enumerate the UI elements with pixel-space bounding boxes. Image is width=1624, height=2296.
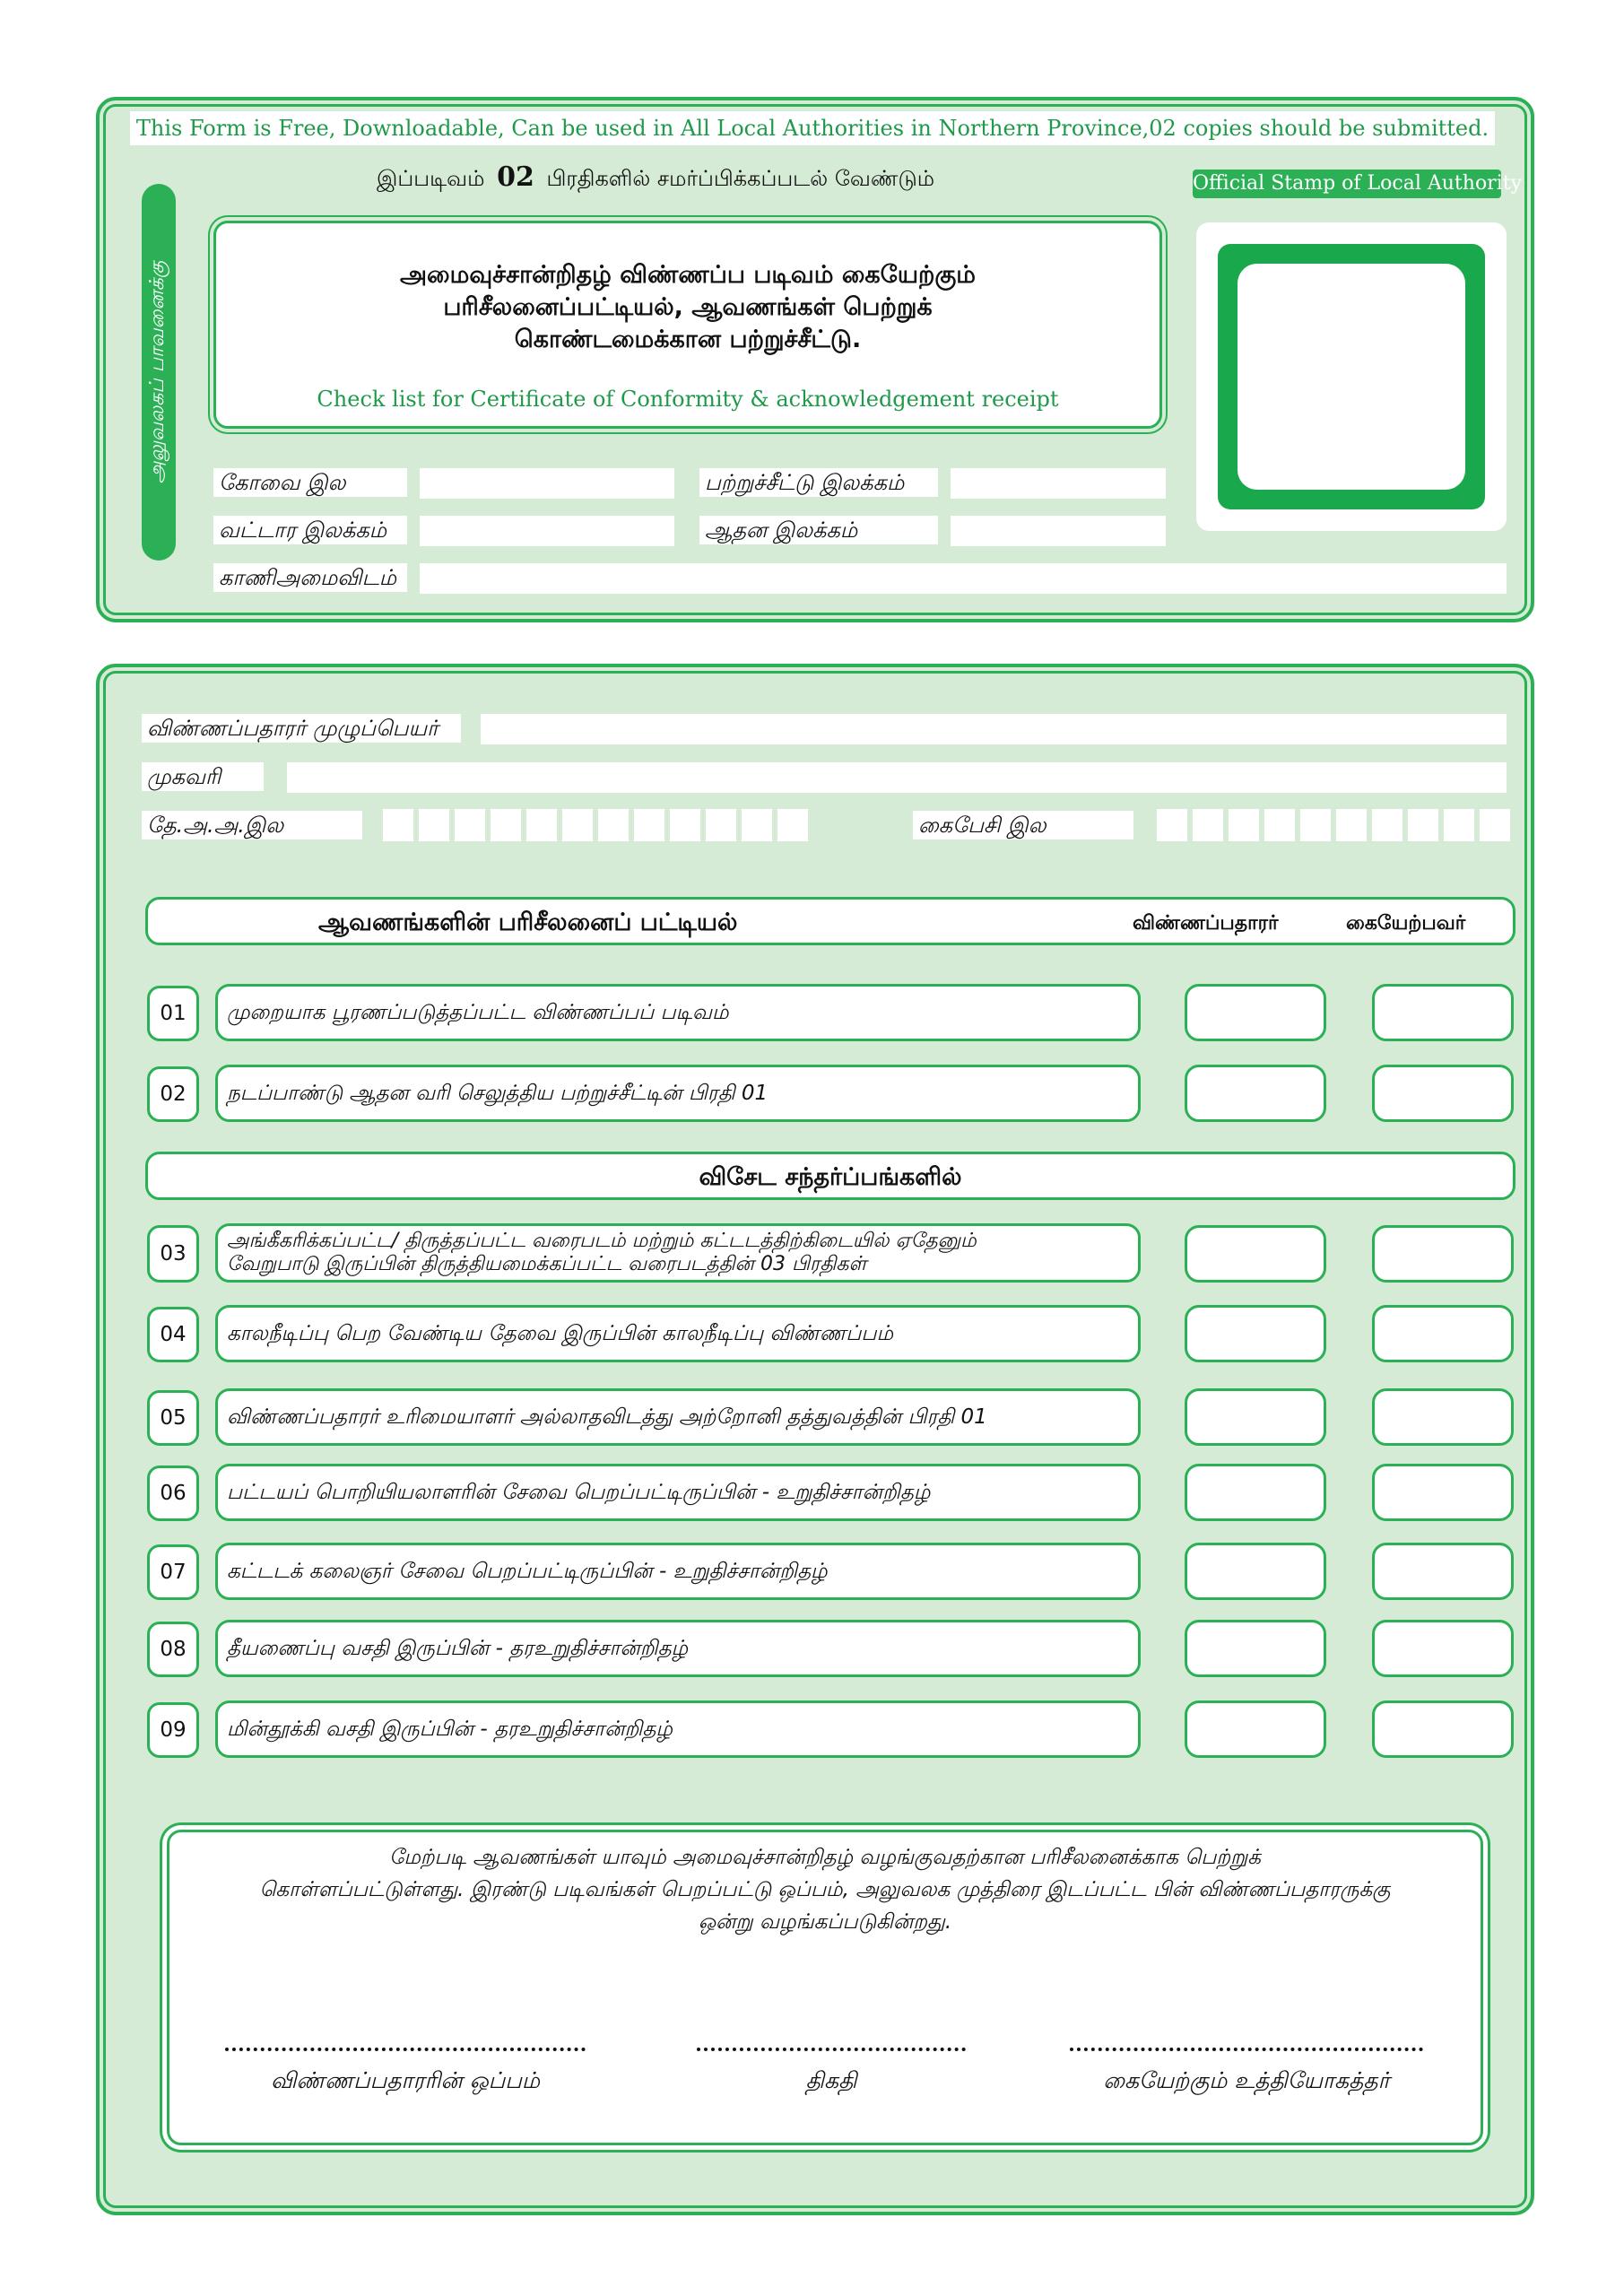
nic-digit-box[interactable]: [777, 809, 808, 841]
stamp-area: [1196, 222, 1507, 531]
receiver-check-box[interactable]: [1372, 1620, 1514, 1677]
mobile-digit-box[interactable]: [1408, 809, 1438, 841]
mobile-digit-box[interactable]: [1444, 809, 1474, 841]
nic-digit-box[interactable]: [598, 809, 629, 841]
title-line-1: அமைவுச்சான்றிதழ் விண்ணப்ப படிவம் கையேற்கும்: [400, 261, 976, 289]
applicant-check-box[interactable]: [1185, 1543, 1326, 1600]
official-stamp-label: Official Stamp of Local Authority: [1193, 170, 1501, 198]
applicant-check-box[interactable]: [1185, 1305, 1326, 1362]
item-number: 01: [147, 986, 199, 1041]
nic-digit-box[interactable]: [419, 809, 449, 841]
mobile-digit-box[interactable]: [1300, 809, 1331, 841]
title-line-3: கொண்டமைக்கான பற்றுச்சீட்டு.: [514, 326, 862, 353]
checklist-item: காலநீடிப்பு பெற வேண்டிய தேவை இருப்பின் காலநீடிப்பு விண்ணப்பம்: [215, 1305, 1141, 1362]
applicant-check-box[interactable]: [1185, 1065, 1326, 1122]
nic-digit-box[interactable]: [491, 809, 521, 841]
mobile-no-boxes[interactable]: [1157, 809, 1511, 841]
item-number: 03: [147, 1225, 199, 1283]
land-location-label: காணிஅமைவிடம்: [213, 563, 407, 592]
receiver-check-box[interactable]: [1372, 984, 1514, 1041]
checklist-item: மின்தூக்கி வசதி இருப்பின் - தரஉறுதிச்சான்றிதழ்: [215, 1700, 1141, 1758]
checklist-item: நடப்பாண்டு ஆதன வரி செலுத்திய பற்றுச்சீட்டின் பிரதி 01: [215, 1065, 1141, 1122]
nic-digit-box[interactable]: [383, 809, 413, 841]
acknowledgement-line-3: ஒன்று வழங்கப்படுகின்றது.: [698, 1910, 952, 1934]
receiver-check-box[interactable]: [1372, 1388, 1514, 1446]
item-number: 05: [147, 1390, 199, 1446]
nic-no-label: தே.அ.அ.இல: [142, 811, 362, 839]
mobile-digit-box[interactable]: [1480, 809, 1510, 841]
ward-no-label: வட்டார இலக்கம்: [213, 516, 407, 544]
acknowledgement-line-2: கொள்ளப்பட்டுள்ளது. இரண்டு படிவங்கள் பெறப்பட்டு ஒப்பம், அலுவலக முத்திரை இடப்பட்ட பின் விண்ணப்பதாரருக்கு: [259, 1878, 1391, 1901]
receiver-check-box[interactable]: [1372, 1700, 1514, 1758]
side-label: அலுவலகப் பாவனைக்கு: [146, 260, 169, 484]
officer-signature-line[interactable]: [1070, 2048, 1423, 2051]
mobile-digit-box[interactable]: [1336, 809, 1367, 841]
full-name-field[interactable]: [481, 714, 1507, 744]
checklist-item: பட்டயப் பொறியியலாளரின் சேவை பெறப்பட்டிருப்பின் - உறுதிச்சான்றிதழ்: [215, 1464, 1141, 1521]
checklist-item: தீயணைப்பு வசதி இருப்பின் - தரஉறுதிச்சான்றிதழ்: [215, 1620, 1141, 1677]
nic-no-boxes[interactable]: [383, 809, 809, 841]
mobile-digit-box[interactable]: [1372, 809, 1403, 841]
mobile-digit-box[interactable]: [1229, 809, 1259, 841]
officer-signature-label: கையேற்கும் உத்தியோகத்தர்: [1103, 2067, 1390, 2093]
receiver-check-box[interactable]: [1372, 1543, 1514, 1600]
copies-note: [377, 161, 1004, 194]
checklist-item: விண்ணப்பதாரர் உரிமையாளர் அல்லாதவிடத்து அற்றோனி தத்துவத்தின் பிரதி 01: [215, 1388, 1141, 1446]
side-label-bar: [142, 184, 176, 561]
item-number: 02: [147, 1066, 199, 1122]
receiver-check-box[interactable]: [1372, 1305, 1514, 1362]
col-applicant-header: விண்ணப்பதாரர்: [1133, 912, 1279, 935]
item-number: 08: [147, 1622, 199, 1677]
applicant-check-box[interactable]: [1185, 1700, 1326, 1758]
item-number: 04: [147, 1307, 199, 1362]
nic-digit-box[interactable]: [455, 809, 485, 841]
mobile-digit-box[interactable]: [1193, 809, 1223, 841]
file-no-field[interactable]: [420, 468, 674, 499]
mobile-digit-box[interactable]: [1264, 809, 1295, 841]
special-cases-header: [145, 1152, 1515, 1200]
applicant-signature-line[interactable]: [225, 2048, 586, 2051]
nic-digit-box[interactable]: [706, 809, 736, 841]
full-name-label: விண்ணப்பதாரர் முழுப்பெயர்: [142, 714, 461, 743]
item-number: 07: [147, 1544, 199, 1600]
copies-note-number: 02: [497, 161, 534, 193]
land-location-field[interactable]: [420, 563, 1507, 594]
receiver-check-box[interactable]: [1372, 1464, 1514, 1521]
title-english: Check list for Certificate of Conformity & acknowledgement receipt: [317, 387, 1059, 412]
mobile-digit-box[interactable]: [1157, 809, 1187, 841]
title-line-2: பரிசீலனைப்பட்டியல், ஆவணங்கள் பெற்றுக்: [443, 293, 933, 321]
assessment-no-field[interactable]: [951, 516, 1166, 546]
checklist-item: கட்டடக் கலைஞர் சேவை பெறப்பட்டிருப்பின் - உறுதிச்சான்றிதழ்: [215, 1543, 1141, 1600]
special-cases-title: விசேட சந்தர்ப்பங்களில்: [699, 1163, 962, 1191]
nic-digit-box[interactable]: [634, 809, 664, 841]
nic-digit-box[interactable]: [526, 809, 557, 841]
applicant-check-box[interactable]: [1185, 1388, 1326, 1446]
receipt-no-field[interactable]: [951, 468, 1166, 499]
nic-digit-box[interactable]: [670, 809, 700, 841]
applicant-check-box[interactable]: [1185, 1620, 1326, 1677]
checklist-title: ஆவணங்களின் பரிசீலனைப் பட்டியல்: [318, 909, 738, 936]
date-label: திகதி: [805, 2067, 857, 2093]
file-no-label: கோவை இல: [213, 468, 407, 497]
acknowledgement-line-1: மேற்படி ஆவணங்கள் யாவும் அமைவுச்சான்றிதழ் வழங்குவதற்கான பரிசீலனைக்காக பெற்றுக்: [389, 1846, 1261, 1869]
title-box: [213, 221, 1162, 429]
date-line[interactable]: [697, 2048, 966, 2051]
assessment-no-label: ஆதன இலக்கம்: [699, 516, 938, 544]
checklist-header: [145, 897, 1515, 945]
address-label: முகவரி: [142, 762, 264, 791]
mobile-no-label: கைபேசி இல: [913, 811, 1133, 839]
receiver-check-box[interactable]: [1372, 1225, 1514, 1283]
receipt-no-label: பற்றுச்சீட்டு இலக்கம்: [699, 468, 938, 497]
address-field[interactable]: [287, 762, 1507, 793]
ward-no-field[interactable]: [420, 516, 674, 546]
copies-note-prefix: இப்படிவம்: [377, 166, 485, 191]
applicant-check-box[interactable]: [1185, 1464, 1326, 1521]
nic-digit-box[interactable]: [562, 809, 593, 841]
nic-digit-box[interactable]: [742, 809, 772, 841]
item-number: 09: [147, 1702, 199, 1758]
applicant-check-box[interactable]: [1185, 1225, 1326, 1283]
top-notice: This Form is Free, Downloadable, Can be used in All Local Authorities in Northern Province,02 copies should be submitted.: [130, 111, 1495, 145]
acknowledgement-box: [167, 1830, 1483, 2145]
stamp-box: [1218, 244, 1485, 509]
item-number: 06: [147, 1465, 199, 1521]
stamp-box-inner: [1238, 264, 1465, 490]
applicant-signature-label: விண்ணப்பதாரரின் ஒப்பம்: [271, 2067, 540, 2093]
col-receiver-header: கையேற்பவர்: [1346, 912, 1466, 935]
applicant-check-box[interactable]: [1185, 984, 1326, 1041]
copies-note-suffix: பிரதிகளில் சமர்ப்பிக்கப்படல் வேண்டும்: [546, 166, 935, 191]
checklist-item: முறையாக பூரணப்படுத்தப்பட்ட விண்ணப்பப் படிவம்: [215, 984, 1141, 1041]
receiver-check-box[interactable]: [1372, 1065, 1514, 1122]
checklist-item: அங்கீகரிக்கப்பட்ட/ திருத்தப்பட்ட வரைபடம் மற்றும் கட்டடத்திற்கிடையில் ஏதேனும் வேறுபாடு இருப்பின் திருத்தியமைக்கப்பட்ட வரைபடத்தின் 03 பிரதிகள்: [215, 1223, 1141, 1283]
